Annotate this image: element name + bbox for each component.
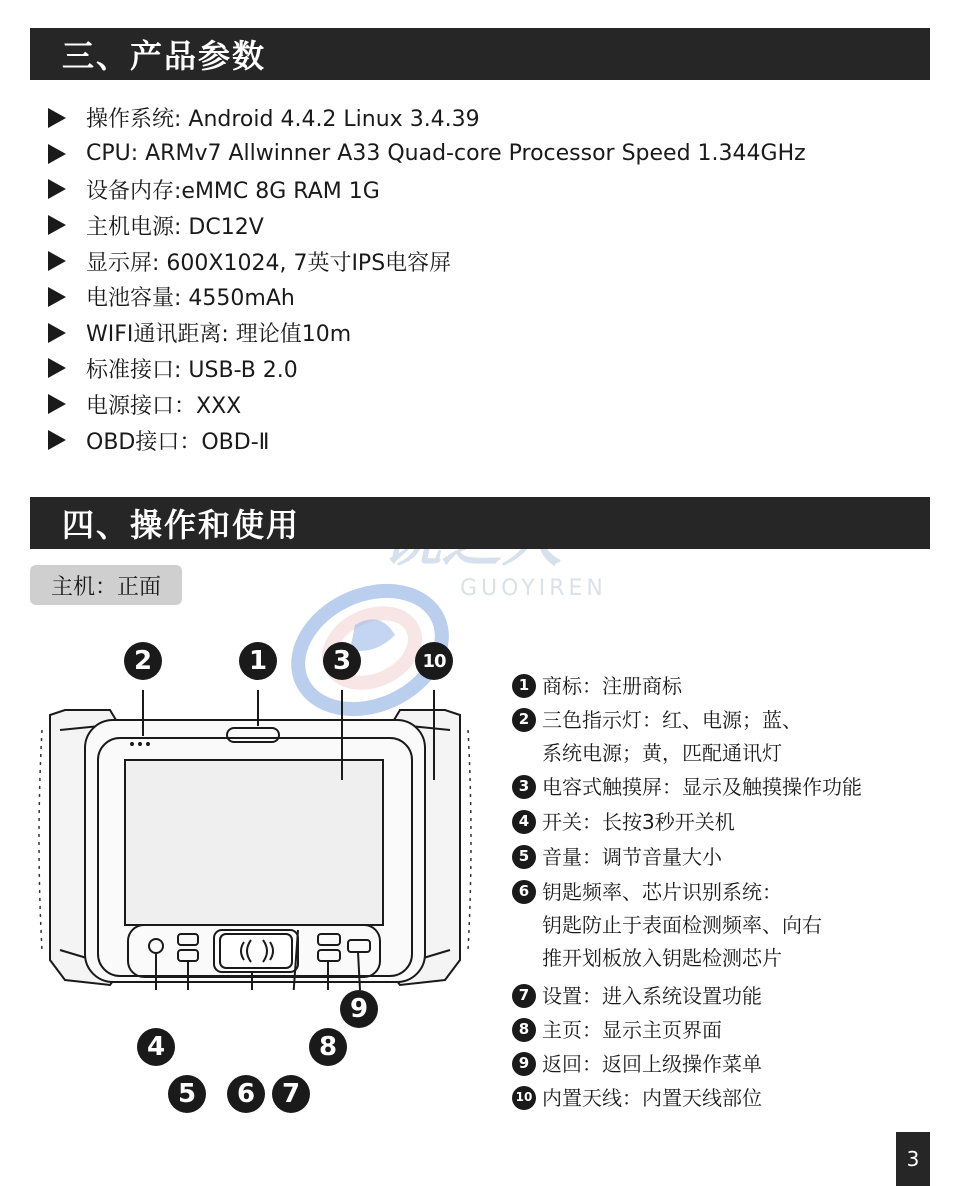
callout-8: 8 (309, 1028, 347, 1066)
triangle-bullet-icon (48, 323, 66, 343)
legend-item: 6 钥匙频率、芯片识别系统： 钥匙防止于表面检测频率、向右 推开划板放入钥匙检测芯片 (512, 876, 952, 975)
spec-item: WIFI通讯距离: 理论值10m (48, 315, 806, 351)
legend-item: 3 电容式触摸屏：显示及触摸操作功能 (512, 771, 952, 804)
section-header-params (30, 28, 930, 80)
legend-item: 9 返回：返回上级操作菜单 (512, 1048, 952, 1081)
legend-item: 5 音量：调节音量大小 (512, 841, 952, 874)
section-title: 四、操作和使用 (62, 506, 301, 544)
triangle-bullet-icon (48, 358, 66, 378)
spec-item: 电池容量: 4550mAh (48, 279, 806, 315)
callout-9: 9 (340, 990, 378, 1028)
triangle-bullet-icon (48, 179, 66, 199)
callout-4: 4 (137, 1028, 175, 1066)
legend-item: 1 商标：注册商标 (512, 670, 952, 703)
legend-item: 10 内置天线：内置天线部位 (512, 1082, 952, 1115)
watermark-subtext: GUOYIREN (460, 576, 607, 601)
section-title: 三、产品参数 (62, 37, 267, 75)
triangle-bullet-icon (48, 430, 66, 450)
callout-6: 6 (227, 1075, 265, 1113)
callout-3: 3 (323, 642, 361, 680)
legend-item: 8 主页：显示主页界面 (512, 1014, 952, 1047)
device-front-diagram (30, 690, 480, 990)
spec-item: OBD接口：OBD-Ⅱ (48, 422, 806, 458)
spec-item: 显示屏: 600X1024, 7英寸IPS电容屏 (48, 243, 806, 279)
callout-1: 1 (239, 642, 277, 680)
triangle-bullet-icon (48, 287, 66, 307)
triangle-bullet-icon (48, 394, 66, 414)
callout-10: 10 (415, 642, 453, 680)
section-header-operation (30, 497, 930, 549)
triangle-bullet-icon (48, 108, 66, 128)
spec-item: 操作系统: Android 4.4.2 Linux 3.4.39 (48, 100, 806, 136)
legend-item: 4 开关：长按3秒开关机 (512, 806, 952, 839)
spec-item: 主机电源: DC12V (48, 207, 806, 243)
callout-5: 5 (168, 1075, 206, 1113)
legend-item: 2 三色指示灯：红、电源；蓝、 系统电源；黄，匹配通讯灯 (512, 704, 952, 770)
triangle-bullet-icon (48, 144, 66, 164)
triangle-bullet-icon (48, 215, 66, 235)
legend-item: 7 设置：进入系统设置功能 (512, 980, 952, 1013)
page-number: 3 (896, 1132, 930, 1186)
callout-2: 2 (124, 642, 162, 680)
spec-item: CPU: ARMv7 Allwinner A33 Quad-core Processor Speed 1.344GHz (48, 136, 806, 172)
callout-7: 7 (272, 1075, 310, 1113)
spec-item: 标准接口: USB-B 2.0 (48, 351, 806, 387)
spec-item: 设备内存:eMMC 8G RAM 1G (48, 172, 806, 208)
device-front-tag: 主机：正面 (30, 565, 182, 605)
triangle-bullet-icon (48, 251, 66, 271)
spec-item: 电源接口：XXX (48, 386, 806, 422)
